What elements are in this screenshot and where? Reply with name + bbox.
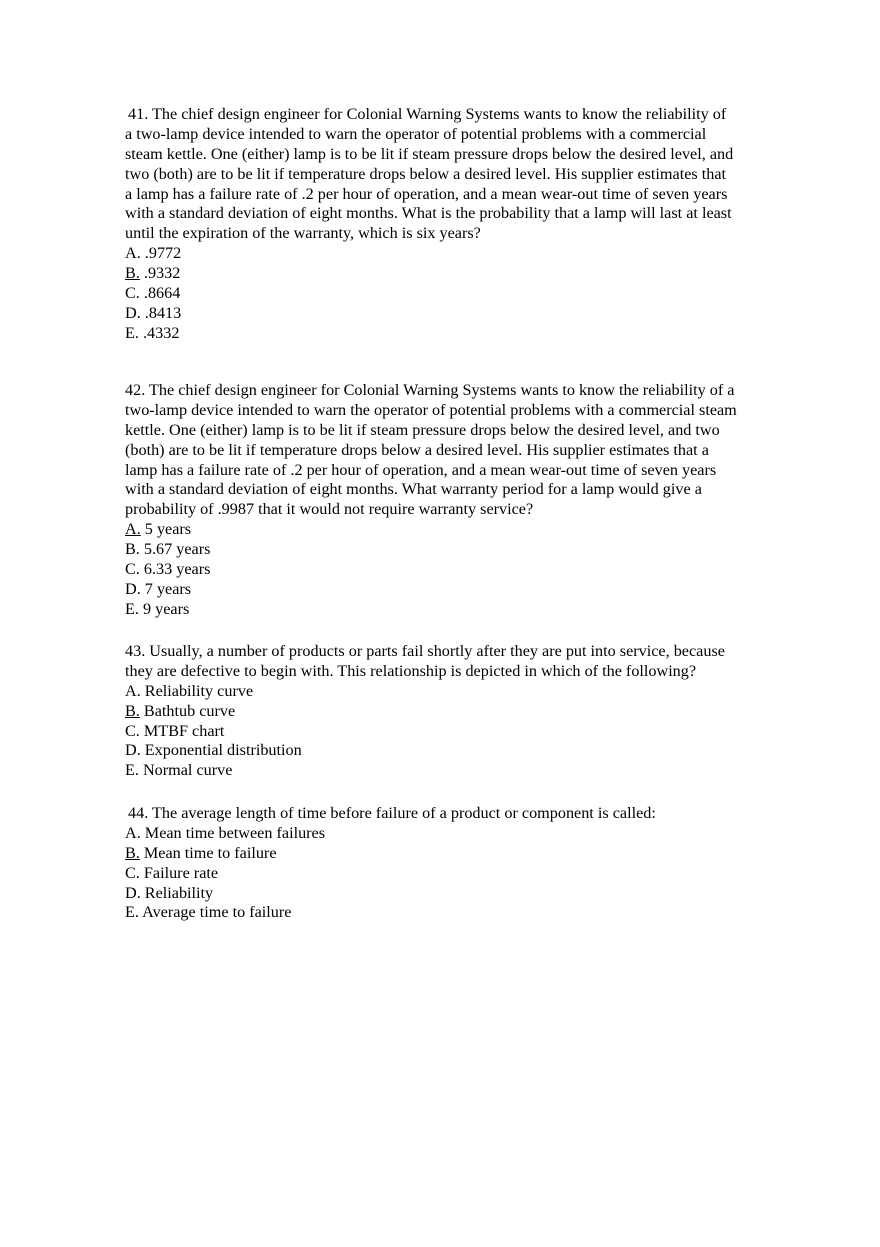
question-text-line: (both) are to be lit if temperature drops below a desired level. His supplier estimates that a [125, 440, 709, 459]
answer-option-a [125, 824, 785, 844]
question-text-line: with a standard deviation of eight months. What warranty period for a lamp would give a [125, 480, 702, 499]
question-text-line: a two-lamp device intended to warn the operator of potential problems with a commercial [125, 124, 707, 143]
option-letter: E. [125, 761, 139, 780]
option-text: Normal curve [138, 761, 233, 780]
option-text: .9772 [140, 244, 182, 263]
question-text-line: 42. The chief design engineer for Colonial Warning Systems wants to know the reliability of a [125, 381, 735, 399]
option-text: .8413 [140, 303, 182, 322]
question-text-line: two-lamp device intended to warn the operator of potential problems with a commercial steam [125, 400, 737, 419]
option-text: Mean time to failure [139, 843, 277, 862]
option-text: .4332 [138, 323, 180, 342]
option-text: 5.67 years [139, 540, 211, 559]
option-text: 7 years [140, 579, 192, 598]
option-letter: C. [125, 560, 140, 579]
option-text: .9332 [139, 264, 181, 283]
option-text: Failure rate [139, 863, 219, 882]
option-letter: D. [125, 303, 141, 322]
option-text: MTBF chart [139, 721, 225, 740]
question-44 [125, 804, 785, 923]
answer-option-b [125, 540, 785, 560]
option-letter: C. [125, 863, 140, 882]
question-text-line: 41. The chief design engineer for Colonial Warning Systems wants to know the reliability of [128, 105, 727, 123]
answer-option-e [125, 324, 785, 344]
option-letter: A. [125, 244, 141, 263]
answer-option-d [125, 304, 785, 324]
option-text: Exponential distribution [140, 741, 302, 760]
answer-option-b [125, 702, 785, 722]
question-text-line: until the expiration of the warranty, which is six years? [125, 224, 481, 243]
answer-option-d [125, 884, 785, 904]
answer-option-e [125, 903, 785, 923]
option-letter: E. [125, 323, 139, 342]
option-letter: C. [125, 284, 140, 303]
option-text: Mean time between failures [140, 823, 326, 842]
option-letter: E. [125, 903, 139, 922]
question-43 [125, 642, 785, 781]
option-letter: B. [125, 540, 140, 559]
option-letter-correct: B. [125, 701, 140, 720]
option-text: .8664 [139, 284, 181, 303]
option-letter-correct: B. [125, 843, 140, 862]
option-letter: D. [125, 579, 141, 598]
option-text: Average time to failure [138, 903, 292, 922]
answer-option-a [125, 244, 785, 264]
option-text: Reliability curve [140, 681, 254, 700]
question-text-line: lamp has a failure rate of .2 per hour of operation, and a mean wear-out time of seven years [125, 460, 717, 479]
answer-option-c [125, 560, 785, 580]
option-letter: D. [125, 883, 141, 902]
question-text-line: 44. The average length of time before failure of a product or component is called: [128, 804, 656, 822]
answer-option-e [125, 761, 785, 781]
question-text-line: two (both) are to be lit if temperature drops below a desired level. His supplier estimates that [125, 164, 727, 183]
answer-option-b [125, 264, 785, 284]
question-text-line: steam kettle. One (either) lamp is to be lit if steam pressure drops below the desired level, and [125, 144, 734, 163]
option-text: Bathtub curve [139, 701, 236, 720]
option-letter: A. [125, 823, 141, 842]
question-text-line: kettle. One (either) lamp is to be lit if steam pressure drops below the desired level, and two [125, 420, 720, 439]
option-letter: E. [125, 599, 139, 618]
question-text-line: they are defective to begin with. This relationship is depicted in which of the following? [125, 661, 697, 680]
answer-option-d [125, 580, 785, 600]
option-text: 5 years [140, 520, 192, 539]
question-41 [125, 105, 785, 344]
option-letter: A. [125, 681, 141, 700]
question-42 [125, 381, 785, 620]
answer-option-b [125, 844, 785, 864]
option-letter: C. [125, 721, 140, 740]
option-text: Reliability [140, 883, 214, 902]
answer-option-e [125, 600, 785, 620]
answer-option-c [125, 722, 785, 742]
answer-option-a [125, 682, 785, 702]
answer-option-d [125, 741, 785, 761]
option-letter-correct: A. [125, 520, 141, 539]
answer-option-c [125, 864, 785, 884]
answer-option-c [125, 284, 785, 304]
question-text-line: probability of .9987 that it would not require warranty service? [125, 500, 534, 519]
question-text-line: with a standard deviation of eight months. What is the probability that a lamp will last at least [125, 204, 732, 223]
option-letter: D. [125, 741, 141, 760]
option-text: 6.33 years [139, 560, 211, 579]
option-text: 9 years [138, 599, 190, 618]
answer-option-a [125, 520, 785, 540]
option-letter-correct: B. [125, 264, 140, 283]
question-text-line: 43. Usually, a number of products or parts fail shortly after they are put into service, because [125, 642, 725, 660]
question-text-line: a lamp has a failure rate of .2 per hour of operation, and a mean wear-out time of seven years [125, 184, 728, 203]
